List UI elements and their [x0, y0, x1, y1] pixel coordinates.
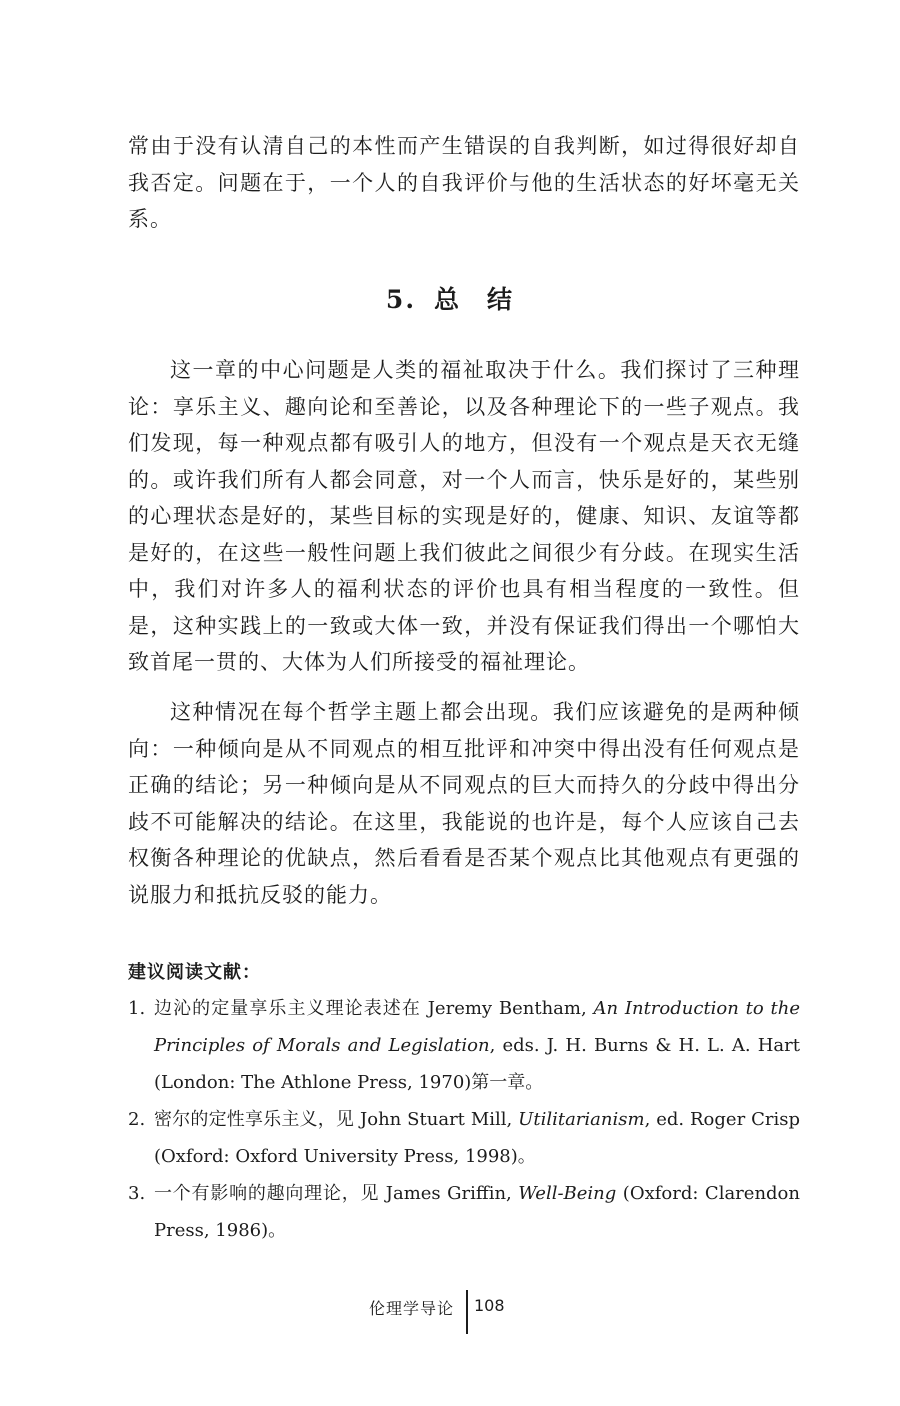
reference-number: 3.: [128, 1183, 146, 1204]
reference-number: 2.: [128, 1109, 146, 1130]
reference-publication: , eds. J. H. Burns & H. L. A. Hart (London: The Athlone Press, 1970)第一章。: [154, 1035, 800, 1093]
continued-paragraph: 常由于没有认清自己的本性而产生错误的自我判断，如过得很好却自我否定。问题在于，一个人的自我评价与他的生活状态的好坏毫无关系。: [128, 134, 800, 231]
reference-book-title: Well-Being: [518, 1183, 617, 1204]
reference-list: [128, 990, 800, 1249]
section-title-char-1: 总: [434, 285, 462, 314]
page-number: 108: [474, 1296, 505, 1315]
suggested-reading-heading: 建议阅读文献：: [128, 962, 261, 983]
reference-text: 密尔的定性享乐主义，见 John Stuart Mill,: [154, 1109, 519, 1130]
reference-item: [128, 1175, 800, 1249]
footer-book-title: 伦理学导论: [368, 1299, 454, 1318]
page-footer: [0, 1290, 900, 1334]
reference-item: [128, 990, 800, 1101]
section-heading: [0, 280, 900, 316]
reference-text: 边沁的定量享乐主义理论表述在 Jeremy Bentham,: [154, 998, 594, 1019]
reference-text: 一个有影响的趣向理论，见 James Griffin,: [154, 1183, 519, 1204]
reference-publication: , ed. Roger Crisp (Oxford: Oxford University Press, 1998)。: [154, 1109, 800, 1167]
reference-book-title: Utilitarianism: [518, 1109, 645, 1130]
reference-item: [128, 1101, 800, 1175]
reference-publication: (Oxford: Clarendon Press, 1986)。: [154, 1183, 800, 1241]
reference-number: 1.: [128, 998, 146, 1019]
section-number: 5.: [385, 285, 417, 314]
summary-paragraph-2: 这种情况在每个哲学主题上都会出现。我们应该避免的是两种倾向：一种倾向是从不同观点的相互批评和冲突中得出没有任何观点是正确的结论；另一种倾向是从不同观点的巨大而持久的分歧中得出分歧不可能解决的结论。在这里，我能说的也许是，每个人应该自己去权衡各种理论的优缺点，然后看看是否某个观点比其他观点有更强的说服力和抵抗反驳的能力。: [128, 700, 800, 907]
reference-book-title: An Introduction to the Principles of Morals and Legislation: [154, 998, 800, 1056]
section-title-char-2: 结: [487, 285, 515, 314]
footer-divider: [466, 1290, 468, 1334]
summary-paragraph-1: 这一章的中心问题是人类的福祉取决于什么。我们探讨了三种理论：享乐主义、趣向论和至善论，以及各种理论下的一些子观点。我们发现，每一种观点都有吸引人的地方，但没有一个观点是天衣无缝的。或许我们所有人都会同意，对一个人而言，快乐是好的，某些别的心理状态是好的，某些目标的实现是好的，健康、知识、友谊等都是好的，在这些一般性问题上我们彼此之间很少有分歧。在现实生活中，我们对许多人的福利状态的评价也具有相当程度的一致性。但是，这种实践上的一致或大体一致，并没有保证我们得出一个哪怕大致首尾一贯的、大体为人们所接受的福祉理论。: [128, 358, 800, 674]
